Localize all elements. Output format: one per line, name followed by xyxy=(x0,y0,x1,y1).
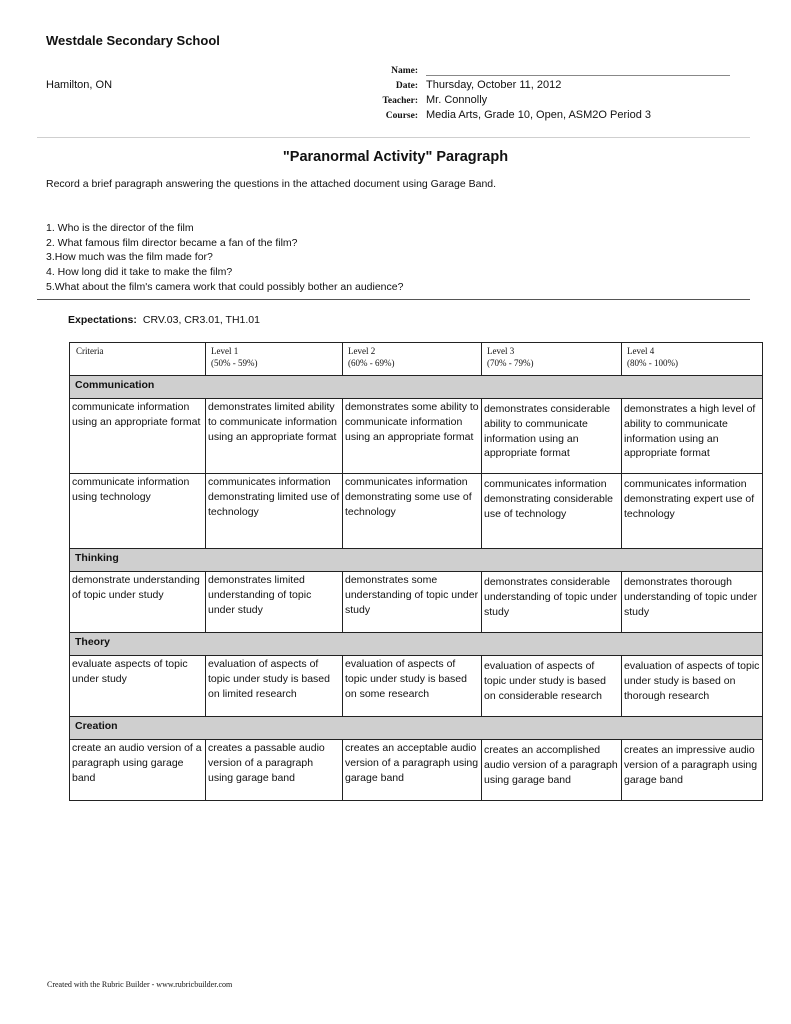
header-level-2-label: Level 2 xyxy=(348,346,376,356)
question-item: 3.How much was the film made for? xyxy=(46,251,213,264)
level-3-cell: creates an accomplished audio version of a paragraph using garage band xyxy=(482,740,622,801)
table-row xyxy=(70,399,763,474)
level-4-cell: demonstrates thorough understanding of topic under study xyxy=(622,572,763,633)
rubric-header-row xyxy=(70,343,763,376)
table-row xyxy=(70,656,763,717)
content-divider xyxy=(37,299,750,300)
section-label: Theory xyxy=(70,633,763,656)
level-2-cell: communicates information demonstrating some use of technology xyxy=(343,474,482,549)
criteria-cell: communicate information using an appropriate format xyxy=(70,399,206,474)
school-name: Westdale Secondary School xyxy=(46,33,220,48)
level-2-cell: creates an acceptable audio version of a paragraph using garage band xyxy=(343,740,482,801)
section-thinking xyxy=(70,549,763,572)
date-label: Date: xyxy=(395,81,418,91)
level-4-cell: evaluation of aspects of topic under study is based on thorough research xyxy=(622,656,763,717)
section-communication xyxy=(70,376,763,399)
expectations xyxy=(68,314,260,326)
criteria-cell: create an audio version of a paragraph using garage band xyxy=(70,740,206,801)
header-level-1 xyxy=(206,343,343,376)
date-value: Thursday, October 11, 2012 xyxy=(426,79,562,91)
name-line xyxy=(426,75,730,76)
course-value: Media Arts, Grade 10, Open, ASM2O Period 3 xyxy=(426,109,652,121)
level-2-cell: demonstrates some ability to communicate information using an appropriate format xyxy=(343,399,482,474)
rubric-table xyxy=(69,342,763,801)
footer-credit: Created with the Rubric Builder - www.rubricbuilder.com xyxy=(47,980,233,989)
header-level-3-range: (70% - 79%) xyxy=(487,358,534,368)
level-1-cell: evaluation of aspects of topic under study is based on limited research xyxy=(206,656,343,717)
header-level-4-label: Level 4 xyxy=(627,346,655,356)
course-label: Course: xyxy=(385,111,418,121)
header-level-4 xyxy=(622,343,763,376)
level-1-cell: creates a passable audio version of a paragraph using garage band xyxy=(206,740,343,801)
level-2-cell: evaluation of aspects of topic under study is based on some research xyxy=(343,656,482,717)
level-1-cell: demonstrates limited understanding of topic under study xyxy=(206,572,343,633)
teacher-value: Mr. Connolly xyxy=(426,94,488,106)
level-1-cell: communicates information demonstrating limited use of technology xyxy=(206,474,343,549)
header-criteria xyxy=(70,343,206,376)
level-1-cell: demonstrates limited ability to communicate information using an appropriate format xyxy=(206,399,343,474)
level-3-cell: evaluation of aspects of topic under study is based on considerable research xyxy=(482,656,622,717)
table-row xyxy=(70,572,763,633)
header-level-1-label: Level 1 xyxy=(211,346,239,356)
expectations-value: CRV.03, CR3.01, TH1.01 xyxy=(142,314,260,326)
level-3-cell: demonstrates considerable understanding of topic under study xyxy=(482,572,622,633)
question-list xyxy=(46,221,403,295)
criteria-cell: demonstrate understanding of topic under study xyxy=(70,572,206,633)
section-label: Creation xyxy=(70,717,763,740)
name-label: Name: xyxy=(391,66,418,76)
page-title: "Paranormal Activity" Paragraph xyxy=(282,149,509,165)
teacher-row xyxy=(320,94,740,110)
level-3-cell: demonstrates considerable ability to communicate information using an appropriate format xyxy=(482,399,622,474)
criteria-cell: communicate information using technology xyxy=(70,474,206,549)
instruction-text: Record a brief paragraph answering the questions in the attached document using Garage Band. xyxy=(46,178,497,190)
question-item: 1. Who is the director of the film xyxy=(46,222,194,234)
table-row xyxy=(70,740,763,801)
date-row xyxy=(320,79,740,95)
section-label: Communication xyxy=(70,376,763,399)
teacher-label: Teacher: xyxy=(382,96,418,106)
level-4-cell: creates an impressive audio version of a paragraph using garage band xyxy=(622,740,763,801)
section-theory xyxy=(70,633,763,656)
level-2-cell: demonstrates some understanding of topic under study xyxy=(343,572,482,633)
question-item: 2. What famous film director became a fan of the film? xyxy=(46,236,298,249)
question-item: 4. How long did it take to make the film? xyxy=(46,266,233,279)
table-row xyxy=(70,474,763,549)
name-row xyxy=(320,64,740,80)
header-level-3-label: Level 3 xyxy=(487,346,515,356)
course-row xyxy=(320,109,740,125)
header-divider xyxy=(37,137,750,138)
header-criteria-label: Criteria xyxy=(76,346,104,356)
section-label: Thinking xyxy=(70,549,763,572)
header-level-2 xyxy=(343,343,482,376)
header-level-4-range: (80% - 100%) xyxy=(627,358,678,368)
header-level-1-range: (50% - 59%) xyxy=(211,358,258,368)
level-4-cell: communicates information demonstrating expert use of technology xyxy=(622,474,763,549)
criteria-cell: evaluate aspects of topic under study xyxy=(70,656,206,717)
section-creation xyxy=(70,717,763,740)
header-level-2-range: (60% - 69%) xyxy=(348,358,395,368)
expectations-label: Expectations: xyxy=(68,314,137,326)
header-level-3 xyxy=(482,343,622,376)
question-item: 5.What about the film's camera work that could possibly bother an audience? xyxy=(46,280,404,293)
level-3-cell: communicates information demonstrating considerable use of technology xyxy=(482,474,622,549)
school-city: Hamilton, ON xyxy=(46,79,113,91)
level-4-cell: demonstrates a high level of ability to communicate information using an appropriate format xyxy=(622,399,763,474)
